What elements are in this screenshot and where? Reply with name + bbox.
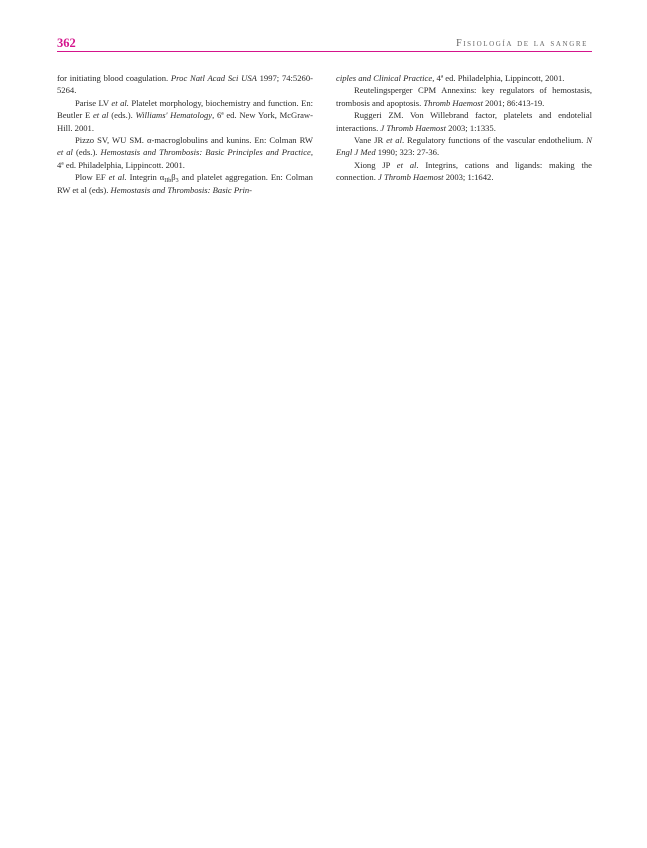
left-column xyxy=(57,72,313,196)
reference-continuation: for initiating blood coagulation. Proc Natl Acad Sci USA 1997; 74:5260-5264. xyxy=(57,73,313,96)
reference-plow-continuation: ciples and Clinical Practice, 4ª ed. Philadelphia, Lippincott, 2001. xyxy=(336,73,565,83)
reference-parise: Parise LV et al. Platelet morphology, biochemistry and function. En: Beutler E et al (eds.). Williams' Hematology, 6ª ed. New York, McGraw-Hill. 2001. xyxy=(57,97,314,133)
reference-reutelingsperger: Reutelingsperger CPM Annexins: key regulators of hemostasis, trombosis and apoptosis. Thromb Haemost 2001; 86:413-19. xyxy=(336,85,592,108)
running-title: Fisiología de la sangre xyxy=(456,38,588,49)
reference-plow: Plow EF et al. Integrin $\alpha_{IIb}\beta_3$ and platelet aggregation. En: Colman RW et al (eds). Hemostasis and Thrombosis: Basic Prin- xyxy=(57,172,313,195)
reference-ruggeri: Ruggeri ZM. Von Willebrand factor, platelets and endotelial interactions. J Thromb Haemost 2003; 1:1335. xyxy=(336,110,592,133)
header-rule xyxy=(57,51,592,52)
reference-vane: Vane JR et al. Regulatory functions of the vascular endothelium. N Engl J Med 1990; 323: 27-36. xyxy=(336,135,592,158)
reference-pizzo: Pizzo SV, WU SM. α-macroglobulins and kunins. En: Colman RW et al (eds.). Hemostasis and Thrombosis: Basic Principles and Practice, 4ª ed. Philadelphia, Lippincott. 2001. xyxy=(57,135,313,170)
right-column xyxy=(336,72,592,184)
reference-xiong: Xiong JP et al. Integrins, cations and ligands: making the connection. J Thromb Haemost 2003; 1:1642. xyxy=(336,159,592,183)
page-number: 362 xyxy=(57,36,76,50)
